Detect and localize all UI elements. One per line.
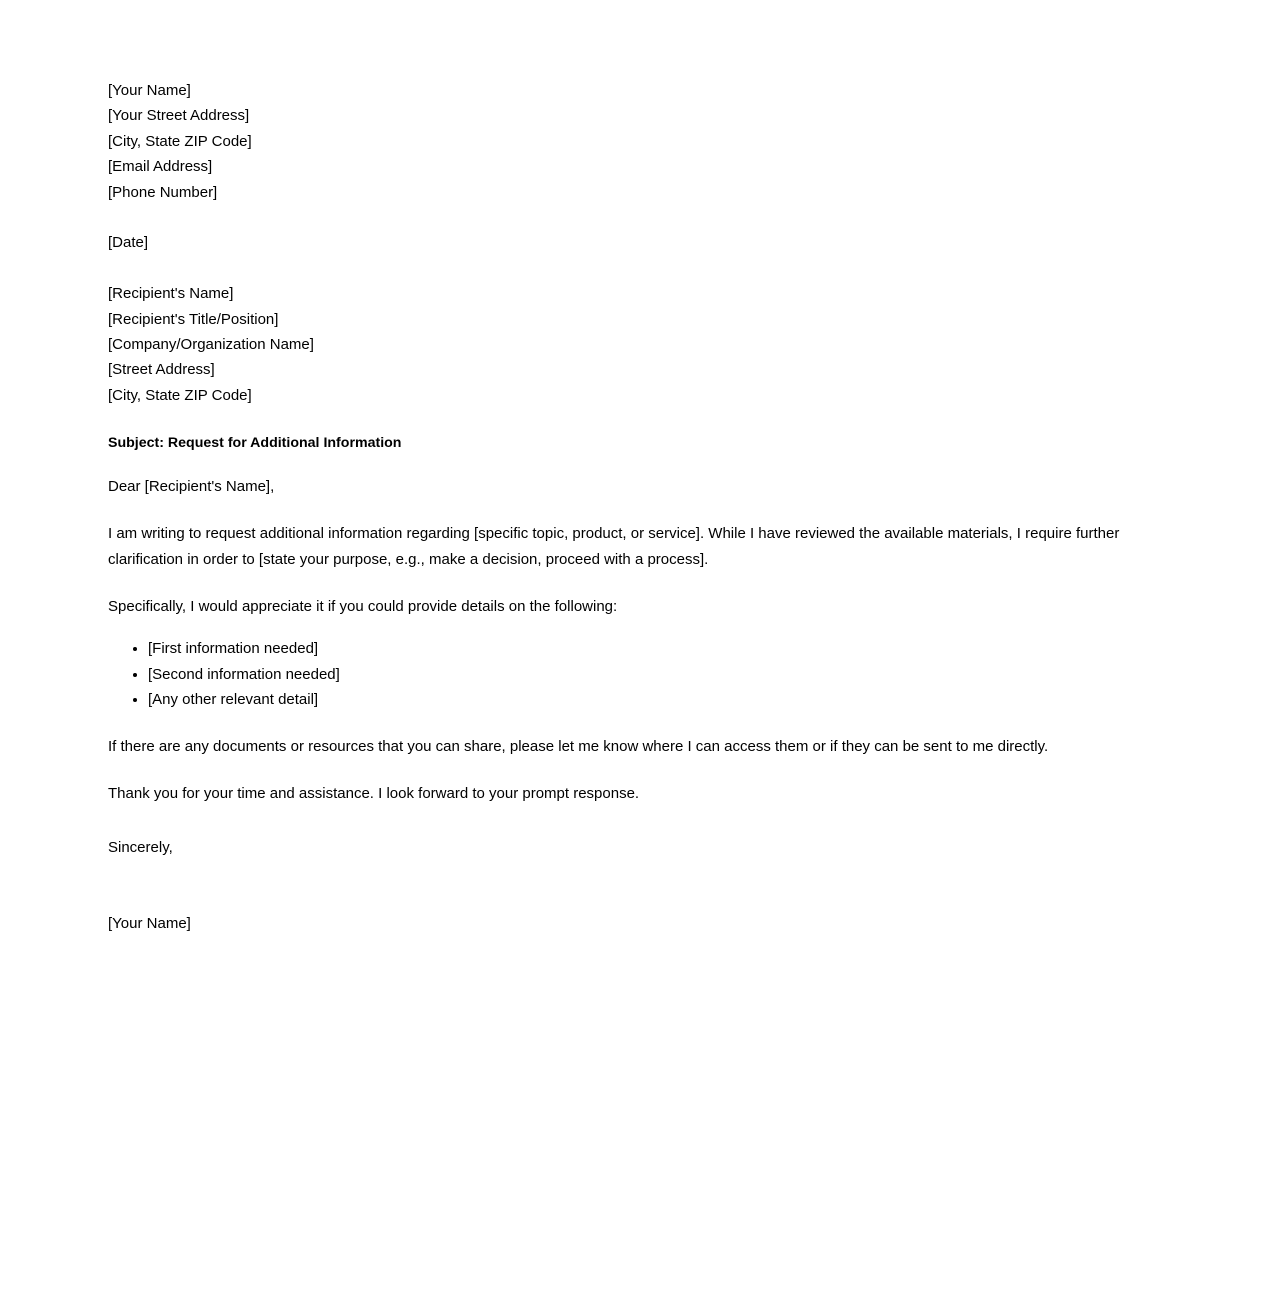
recipient-name: [Recipient's Name]: [108, 285, 234, 303]
recipient-company-name: [Company/Organization Name]: [108, 336, 314, 354]
recipient-street-address: [Street Address]: [108, 361, 215, 379]
sender-city-state-zip: [City, State ZIP Code]: [108, 132, 252, 150]
sender-phone-number: [Phone Number]: [108, 183, 218, 201]
paragraph-request-intro: I am writing to request additional information regarding [specific topic, product, or service]. While I have reviewed the available materials, I require further clarification in order to [state your purpose, e.g., make a decision, proceed with a process].: [108, 525, 1120, 569]
sender-name: [Your Name]: [108, 82, 191, 99]
salutation: Dear [Recipient's Name],: [108, 478, 275, 496]
signature-name: [Your Name]: [108, 915, 191, 933]
sender-address-block: [108, 78, 1123, 408]
recipient-city-state-zip: [City, State ZIP Code]: [108, 386, 252, 404]
paragraph-thank-you: Thank you for your time and assistance. I look forward to your prompt response.: [108, 785, 640, 803]
closing-salutation: Sincerely,: [108, 839, 173, 857]
subject-line: Subject: Request for Additional Information: [108, 435, 402, 452]
paragraph-documents-request: If there are any documents or resources that you can share, please let me know where I can access them or if they can be sent to me directly.: [108, 738, 1049, 756]
list-item: • [Second information needed]: [148, 662, 1123, 688]
letter-body: [108, 78, 1123, 937]
requested-details-list: [108, 636, 1123, 713]
sender-street-address: [Your Street Address]: [108, 107, 250, 125]
sender-email-address: [Email Address]: [108, 158, 213, 176]
recipient-title-position: [Recipient's Title/Position]: [108, 310, 279, 328]
paragraph-details-lead-in: Specifically, I would appreciate it if you could provide details on the following:: [108, 598, 618, 616]
letter-date: [Date]: [108, 234, 149, 252]
address-date-spacer: [108, 205, 1123, 230]
date-recipient-spacer: [108, 256, 1123, 281]
list-item: • [Any other relevant detail]: [148, 687, 1123, 713]
list-item: • [First information needed]: [148, 636, 1123, 662]
